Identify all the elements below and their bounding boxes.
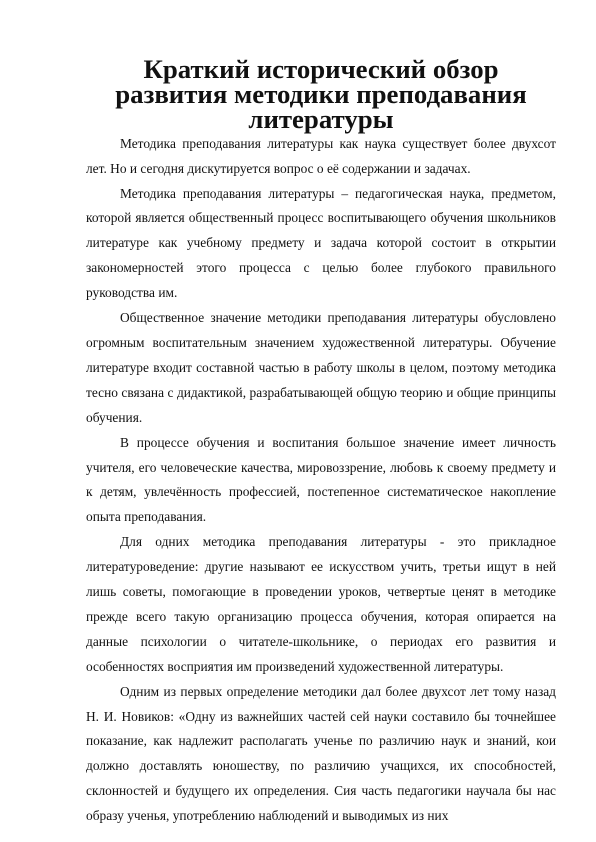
- paragraph-5: Для одних методика преподавания литературы - это прикладное литературоведение: другие называют ее искусством учить, третьи ищут в ней лишь советы, помогающие в проведении уроков, четвертые ценят в методике прежде всего такую организацию процесса обучения, которая опирается на данные психологии о читателе-школьнике, о периодах его развития и особенностях восприятия им произведений художественной литературы.: [86, 534, 556, 674]
- paragraph-3: Общественное значение методики преподавания литературы обусловлено огромным воспитательным значением художественной литературы. Обучение литературе входит составной частью в работу школы в целом, поэтому методика тесно связана с дидактикой, разрабатывающей общую теорию и общие принципы обучения.: [86, 310, 556, 425]
- document-page: [86, 54, 556, 829]
- paragraph-6: Одним из первых определение методики дал более двухсот лет тому назад Н. И. Новиков: «Одну из важнейших частей сей науки составило бы точнейшее показание, как надлежит располагать ученье по различию наук и знаний, кои должно доставлять юношеству, по различию учащихся, их способностей, склонностей и будущего их определения. Сия часть педагогики научала бы нас образу ученья, употреблению наблюдений и выводимых из них: [86, 683, 556, 824]
- paragraph-1: Методика преподавания литературы как наука существует более двухсот лет. Но и сегодня дискутируется вопрос о её содержании и задачах.: [86, 135, 556, 176]
- document-title: Краткий исторический обзор развития методики преподавания литературы: [115, 54, 527, 134]
- paragraph-4: В процессе обучения и воспитания большое значение имеет личность учителя, его человеческие качества, мировоззрение, любовь к своему предмету и к детям, увлечённость профессией, постепенное систематическое накопление опыта преподавания.: [86, 434, 556, 525]
- paragraph-2: Методика преподавания литературы – педагогическая наука, предметом, которой является общественный процесс воспитывающего обучения школьников литературе как учебному предмету и задача которой состоит в открытии закономерностей этого процесса с целью более глубокого правильного руководства им.: [86, 185, 556, 301]
